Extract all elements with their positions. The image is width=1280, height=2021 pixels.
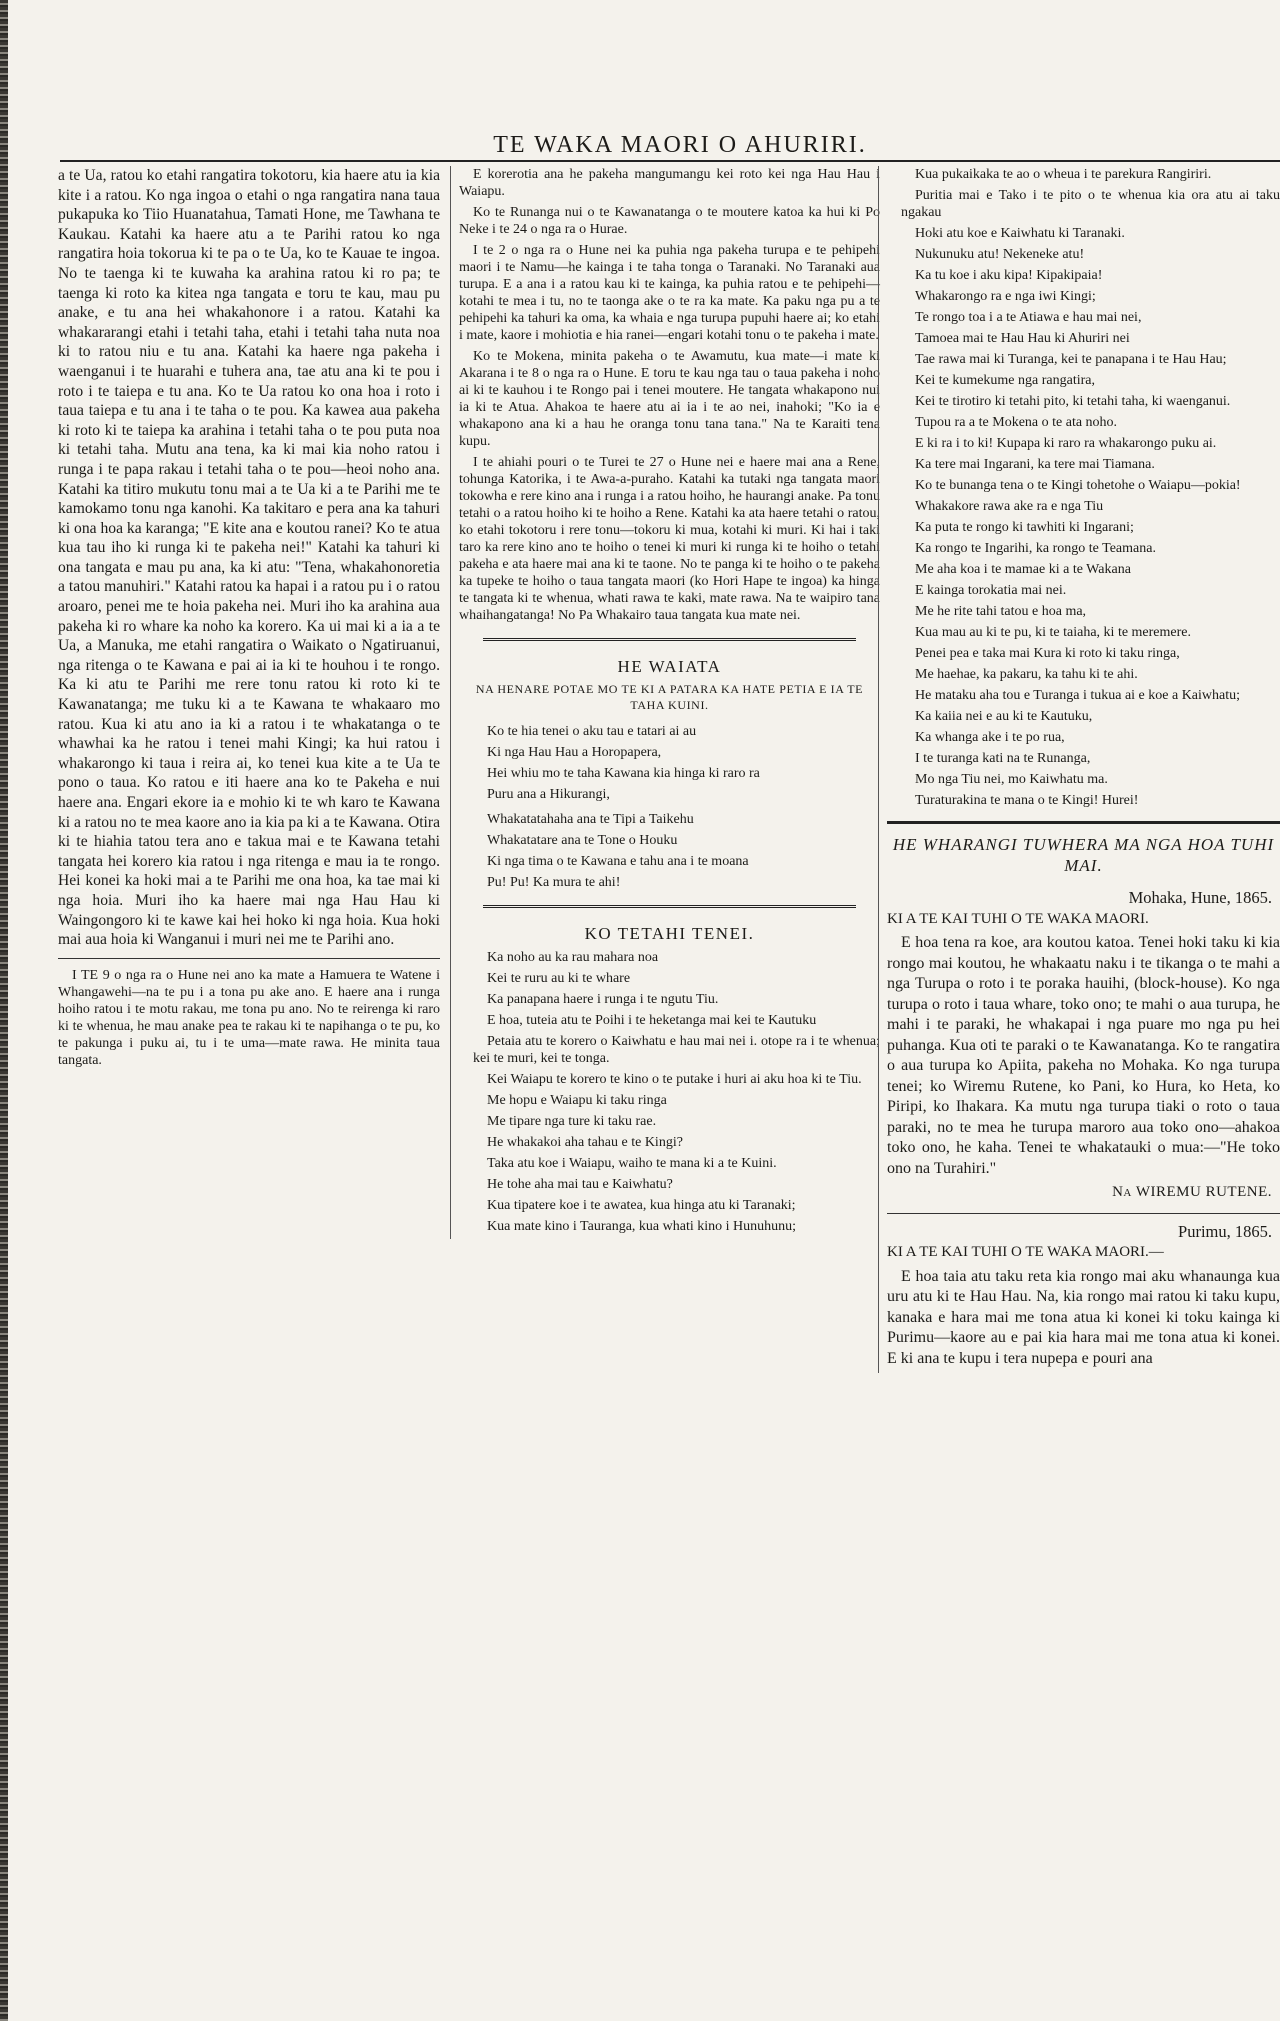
section-divider [483, 905, 856, 912]
verse-line: Me he rite tahi tatou e hoa ma, [915, 604, 1087, 619]
verse-line: Me haehae, ka pakaru, ka tahu ki te ahi. [915, 667, 1138, 682]
verse-line: Ka panapana haere i runga i te ngutu Tiu. [487, 992, 719, 1008]
verse-line: Tae rawa mai ki Turanga, kei te panapana i te Hau Hau; [915, 352, 1227, 367]
verse-line: He whakakoi aha tahau e te Kingi? [487, 1135, 683, 1151]
verse-line: Kei Waiapu te korero te kino o te putake i huri ai aku hoa ki te Tiu. [487, 1072, 862, 1088]
verse-line: Turaturakina te mana o te Kingi! Hurei! [915, 793, 1139, 808]
verse-line: E ki ra i to ki! Kupapa ki raro ra whakarongo puku ai. [915, 436, 1217, 451]
open-page-heading: HE WHARANGI TUWHERA MA NGA HOA TUHI MAI. [892, 835, 1275, 875]
column-middle [450, 166, 880, 1239]
verse-line: Kei te ruru au ki te whare [487, 971, 631, 987]
verse-line: He tohe aha mai tau e Kaiwhatu? [487, 1177, 673, 1193]
verse-line: Ki nga tima o te Kawana e tahu ana i te moana [487, 853, 749, 869]
verse-line: E kainga torokatia mai nei. [915, 583, 1067, 598]
verse-line: Whakatatare ana te Tone o Houku [487, 832, 678, 848]
verse-line: Ki nga Hau Hau a Horopapera, [487, 744, 662, 760]
letter-dateline: Purimu, 1865. [1178, 1221, 1272, 1241]
verse-line: Kua mau au ki te pu, ki te taiaha, ki te meremere. [915, 625, 1192, 640]
verse-line: Puritia mai e Tako i te pito o te whenua kia ora atu ai taku ngakau [901, 188, 1280, 220]
verse-line: Me hopu e Waiapu ki taku ringa [487, 1093, 667, 1109]
letter-signature: Na WIREMU RUTENE. [1112, 1184, 1272, 1201]
waiata-title: HE WAIATA [617, 657, 722, 676]
verse-line: Me tipare nga ture ki taku rae. [487, 1114, 657, 1130]
verse-line: Puru ana a Hikurangi, [487, 786, 610, 802]
verse-line: Penei pea e taka mai Kura ki roto ki taku ringa, [915, 646, 1180, 661]
verse-line: Hei whiu mo te taha Kawana kia hinga ki raro ra [487, 765, 760, 781]
column-divider-rule [58, 958, 440, 959]
column-left [58, 166, 440, 1073]
verse-line: Ka puta te rongo ki tawhiti ki Ingarani; [915, 520, 1134, 535]
verse-line: Tamoea mai te Hau Hau ki Ahuriri nei [915, 331, 1130, 346]
verse-line: Te rongo toa i a te Atiawa e hau mai nei, [915, 310, 1142, 325]
verse-line: Ka kaiia nei e au ki te Kautuku, [915, 709, 1093, 724]
verse-line: Ka noho au ka rau mahara noa [487, 950, 659, 966]
letter-body: E hoa tena ra koe, ara koutou katoa. Tenei hoki taku ki kia rongo mai koutou, he whakaatu naku i te tikanga o te mahi a nga Turupa o roto i te poraka hauihi, (block-house). Ko nga turupa o roto i taua whare, toko ono; te mahi o aua turupa, he mahi i te paraki, he whakapai i nga puare mo nga pu hei puhanga. Kua oti te paraki o te Kawanatanga. Ko te rangatira o aua turupa ko Apiita, pakeha no Mohaka. Ko nga turupa tenei; ko Wiremu Rutene, ko Pani, ko Hura, ko Heta, ko Piripi, ko Ihakara. Ka mutu nga turupa tiaki o roto o taua paraki, no te mea he turupa maroro aua toko ono—ahakoa toko ono, he kaha. Tenei te whakatauki o mua:—"He toko ono na Turahiri." [887, 934, 1280, 1177]
verse-line: Ka tere mai Ingarani, ka tere mai Tiamana. [915, 457, 1155, 472]
verse-line: Pu! Pu! Ka mura te ahi! [487, 874, 621, 890]
masthead-title: TE WAKA MAORI O AHURIRI. [493, 132, 867, 158]
waiata-verse [459, 723, 880, 891]
letter-body: E hoa taia atu taku reta kia rongo mai aku whanaunga kua uru atu ki te Hau Hau. Na, kia rongo mai ratou ki taku kupu, kanaka e hara mai me tona atua ki konei ki toku kainga ki Purimu—kaore au e pai kia hara mai me tona atua ki konei. E ki ana te kupu i tera nupepa e pouri ana [887, 1267, 1280, 1367]
verse-line: Ka whanga ake i te po rua, [915, 730, 1065, 745]
letter-salutation: KI A TE KAI TUHI O TE WAKA MAORI.— [887, 1244, 1164, 1261]
verse-line: Whakatatahaha ana te Tipi a Taikehu [487, 811, 694, 827]
letter-salutation: KI A TE KAI TUHI O TE WAKA MAORI. [887, 910, 1149, 927]
letter-divider-rule [887, 1213, 1280, 1214]
tetahi-verse [459, 949, 880, 1235]
waiata-subtitle: NA HENARE POTAE MO TE KI A PATARA KA HATE PETIA E IA TE TAHA KUINI. [475, 681, 864, 712]
verse-line: Kua mate kino i Tauranga, kua whati kino i Hunuhunu; [487, 1219, 797, 1235]
news-notice: I TE 9 o nga ra o Hune nei ano ka mate a Hamuera te Watene i Whangawehi—na te pu i a tona pu ake ano. E haere ana i runga hoiho ratou i te motu rakau, me tona pu ano. No te reirenga ki raro ki te whenua, he mau anake pea te rakau ki te napihanga o te pu, ko te pakunga i puku ai, tu i te uma—mate rawa. He minita taua tangata. [58, 967, 440, 1068]
news-item: E korerotia ana he pakeha mangumangu kei roto kei nga Hau Hau i Waiapu. [459, 167, 880, 199]
verse-line: Kei te kumekume nga rangatira, [915, 373, 1095, 388]
letter-mohaka [887, 888, 1280, 1203]
verse-line: Whakakore rawa ake ra e nga Tiu [915, 499, 1104, 514]
verse-line: Ko te hia tenei o aku tau e tatari ai au [487, 723, 697, 739]
news-item: I te 2 o nga ra o Hune nei ka puhia nga pakeha turupa e te pehipehi maori i te Namu—he kainga i te taha tonga o Taranaki. No Taranaki aua turupa. E a ana i a ratou kau ki te kainga, ka puhia ratou e te pehipehi—kotahi te mea i tu, no te taonga ake o te ra ka mate. Ka paku nga pu a te pehipehi ka tahuri ka oma, ka whaia e nga turupa pupuhi haere ai; ko etahi i mate, kaore i mohiotia e hia ranei—engari kotahi tonu o te pakeha i mate. [459, 243, 880, 343]
section-divider [483, 638, 856, 645]
verse-line: He mataku aha tou e Turanga i tukua ai e koe a Kaiwhatu; [915, 688, 1241, 703]
verse-line: Petaia atu te korero o Kaiwhatu e hau mai nei i. otope ra i te whenua; kei te muri, kei te tonga. [473, 1034, 880, 1067]
verse-line: Hoki atu koe e Kaiwhatu ki Taranaki. [915, 226, 1125, 241]
verse-line: Whakarongo ra e nga iwi Kingi; [915, 289, 1096, 304]
verse-line: E hoa, tuteia atu te Poihi i te heketanga mai kei te Kautuku [487, 1013, 817, 1029]
verse-line: Kua tipatere koe i te awatea, kua hinga atu ki Taranaki; [487, 1198, 796, 1214]
poem-continuation [887, 166, 1280, 809]
verse-line: Kua pukaikaka te ao o wheua i te parekura Rangiriri. [915, 167, 1212, 182]
verse-line: Mo nga Tiu nei, mo Kaiwhatu ma. [915, 772, 1108, 787]
verse-line: Ka rongo te Ingarihi, ka rongo te Teamana. [915, 541, 1156, 556]
masthead-rule [60, 160, 1280, 162]
article-paragraph: a te Ua, ratou ko etahi rangatira tokotoru, kia haere atu ia kia kite i a ratou. Ko nga ingoa o etahi o nga rangatira nana taua pukapuka ko Tiio Huanatahua, Tamati Hone, me Tawhana te Kaukau. Katahi ka haere atu a te Parihi ratou ko nga rangatira hoia tokorua ki te pa o te Ua, ko te Kauae te ingoa. No te taenga ki te kuwaha ka arahina ratou ki ro pa; te taenga ki roto ka kitea nga tangata e toru te kau, mau pu anake, e tu ana hei whakahonore i a ratou. Katahi ka whakararangi etahi i tetahi taha, etahi i tetahi taha nuta noa ki to ratou niu e tu ana. Katahi ka haere nga pakeha i waenganui i te huarahi e tuhera ana, tae atu ana ki te pou i roto i te taiepa e tu ana. Ko te Ua ratou ko ona hoa i roto i taua taiepa e tu ana i te taha o te pou. Ka kawea aua pakeha ki roto ki te taiepa ka arahina i tetahi taha o te pou puta noa ki tetahi taha. Mutu ana tena, ka ki mai kia noho ratou i runga i te papa rakau i tetahi taha o te pou—heoi noho ana. Katahi ka titiro mukutu tonu mai a te Ua ki a te Parihi me te kamokamo tonu nga kanohi. Ka takitaro e pera ana ka tahuri ki ona hoa ka karanga; "E kite ana e koutou ranei? Ko te atua kua tau iho ki runga ki te pakeha nei!" Katahi ka tahuri ki ona tangata e mau pu ana, ka ki atu: "Tena, whakahonoretia a tatou manuhiri." Katahi ratou ka hapai i a ratou pu i o ratou aroaro, penei me te hoia pakeha nei. Muri iho ka arahina aua pakeha ki ro whare ka noho ka korero. Ka ui mai ki a ia a te Ua, a Manuka, me etahi rangatira o Waikato o Ngatiruanui, nga ritenga o te Kawana e pai ai ia ki te houhou i te rongo. Ka ki atu te Parihi me rere tonu ratou ki roto ki te Kawanatanga; me tuku ki a te Kawana te whakaaro mo ratou. Kua ki atu ano ia ki a ratou i te whakatanga o te whawhai ka he ratou i tenei mahi Kingi; ka hui ratou i whakarongo ki taua i reira ai, ko tenei kua kite a te Ua te pono o taua. Ko ratou e iti haere ana ko te Pakeha e nui haere ana. Engari ekore ia e mohio ki te wh karo te Kawana ki a ratou no te mea kaore ano ia kia pa ki a te Kawana. Otira ki te hiahia tatou tera ano e takua mai e te Kawana tetahi tangata hei korero kia ratou i nga ritenga e mau ia te rongo. Hei konei ka hoki mai a te Parihi me ona hoa, ka tae mai ki nga hoia. Muri iho ka haere mai nga Hau Hau ki Waingongoro ki te kawe kai hei hoko ki nga hoia. Kua hoki mai aua hoia ki Wanganui i muri nei me te Parihi ano. [58, 167, 440, 949]
verse-line: Me aha koa i te mamae ki a te Wakana [915, 562, 1131, 577]
verse-line: Taka atu koe i Waiapu, waiho te mana ki a te Kuini. [487, 1156, 777, 1172]
news-item: Ko te Runanga nui o te Kawanatanga o te moutere katoa ka hui ki Po Neke i te 24 o nga ra o Hurae. [459, 205, 880, 237]
verse-line: Ka tu koe i aku kipa! Kipakipaia! [915, 268, 1103, 283]
verse-line: Tupou ra a te Mokena o te ata noho. [915, 415, 1118, 430]
column-right [878, 166, 1280, 1373]
verse-line: Ko te bunanga tena o te Kingi tohetohe o Waiapu—pokia! [915, 478, 1241, 493]
news-item: Ko te Mokena, minita pakeha o te Awamutu, kua mate—i mate ki Akarana i te 8 o nga ra o Hune. E toru te kau nga tau o taua pakeha i noho ai ki te kauhou i te Rongo pai i tenei moutere. He tangata whakapono nui ia ki te Atua. Ahakoa te haere atu ai ia i te ao nei, inahoki; "Ko ia e whakapono ana ki a hau he oranga tonu tana tana." Na te Karaiti tena kupu. [459, 349, 880, 449]
section-divider [887, 821, 1280, 824]
news-item: I te ahiahi pouri o te Turei te 27 o Hune nei e haere mai ana a Rene, tohunga Katorika, i te Awa-a-puraho. Katahi ka tutaki nga tangata maori tokowha e rere kino ana i runga i a ratou hoiho, he haurangi anake. Pa tonu tetahi o a ratou hoiho ki te hoiho a Rene. Katahi ka ata haere tetahi o ratou, ko etahi tokotoru i rere tonu—tokoru ki mua, kotahi ki muri. Ki hai i taki taro ka rere kino ano te hoiho o tenei ki muri ki runga ki te hoiho o tetahi pakeha e ata haere mai ana ki te taone. No te panga ki te hoiho o te pakeha ka tupeke te hoiho o taua tangata maori (ko Hori Hape te ingoa) ka hinga te tangata ki te whenua, whati rawa te kaki, mate rawa. Na te waipiro tana whaihangatanga! No Pa Whakairo taua tangata kua mate nei. [459, 455, 880, 623]
letter-dateline: Mohaka, Hune, 1865. [1128, 888, 1272, 907]
letter-purimu [887, 1222, 1280, 1370]
verse-line: Kei te tirotiro ki tetahi pito, ki tetahi taha, ki waenganui. [915, 394, 1231, 409]
verse-line: I te turanga kati na te Runanga, [915, 751, 1091, 766]
tetahi-title: KO TETAHI TENEI. [584, 923, 755, 943]
page-binding-edge [0, 0, 8, 2021]
verse-line: Nukunuku atu! Nekeneke atu! [915, 247, 1085, 262]
